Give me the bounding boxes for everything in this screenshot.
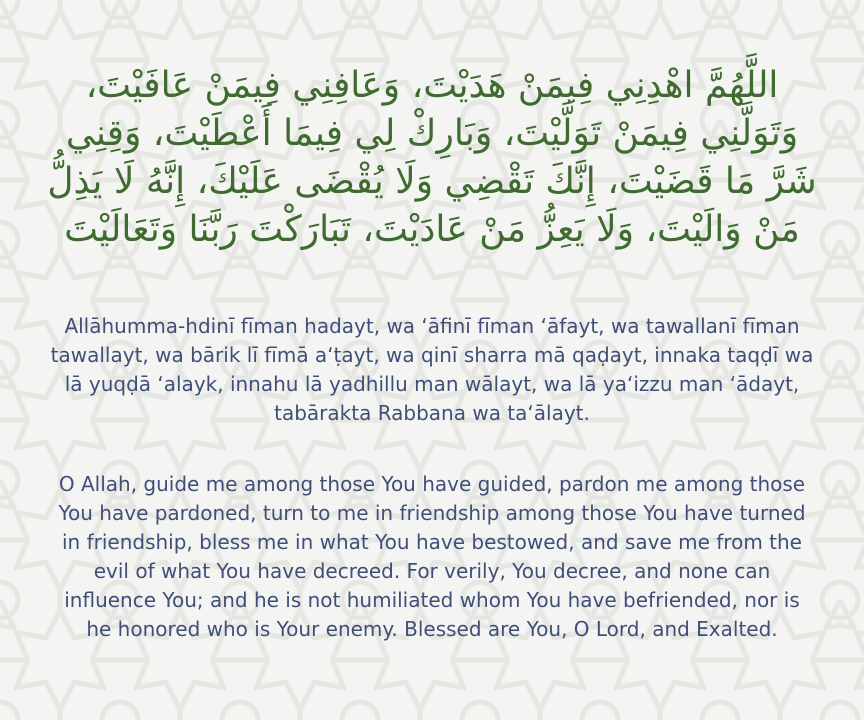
transliteration-text: Allāhumma-hdinī fīman hadayt, wa ‘āfinī fīman ‘āfayt, wa tawallanī fīman tawallayt, wa bārik lī fīmā a‘ṭayt, wa qinī sharra mā qaḍayt, innaka taqḍī wa lā yuqḍā ‘alayk, innahu lā yadhillu man wālayt, wa lā ya‘izzu man ‘ādayt, tabārakta Rabbana wa ta‘ālayt. [50,314,814,425]
arabic-dua-text: اللَّهُمَّ اهْدِنِي فِيمَنْ هَدَيْتَ، وَعَافِنِي فِيمَنْ عَافَيْتَ، وَتَوَلَّنِي فِيمَنْ تَوَلَّيْتَ، وَبَارِكْ لِي فِيمَا أَعْطَيْتَ، وَقِنِي شَرَّ مَا قَضَيْتَ، إِنَّكَ تَقْضِي وَلَا يُقْضَى عَلَيْكَ، إِنَّهُ لَا يَذِلُّ مَنْ وَالَيْتَ، وَلَا يَعِزُّ مَنْ عَادَيْتَ، تَبَارَكْتَ رَبَّنَا وَتَعَالَيْتَ [47,65,817,250]
english-translation-text: O Allah, guide me among those You have guided, pardon me among those You have pardoned, turn to me in friendship among those You have turned in friendship, bless me in what You have bestowed, and save me from the evil of what You have decreed. For verily, You decree, and none can influence You; and he is not humiliated whom You have befriended, nor is he honored who is Your enemy. Blessed are You, O Lord, and Exalted. [58,472,806,641]
